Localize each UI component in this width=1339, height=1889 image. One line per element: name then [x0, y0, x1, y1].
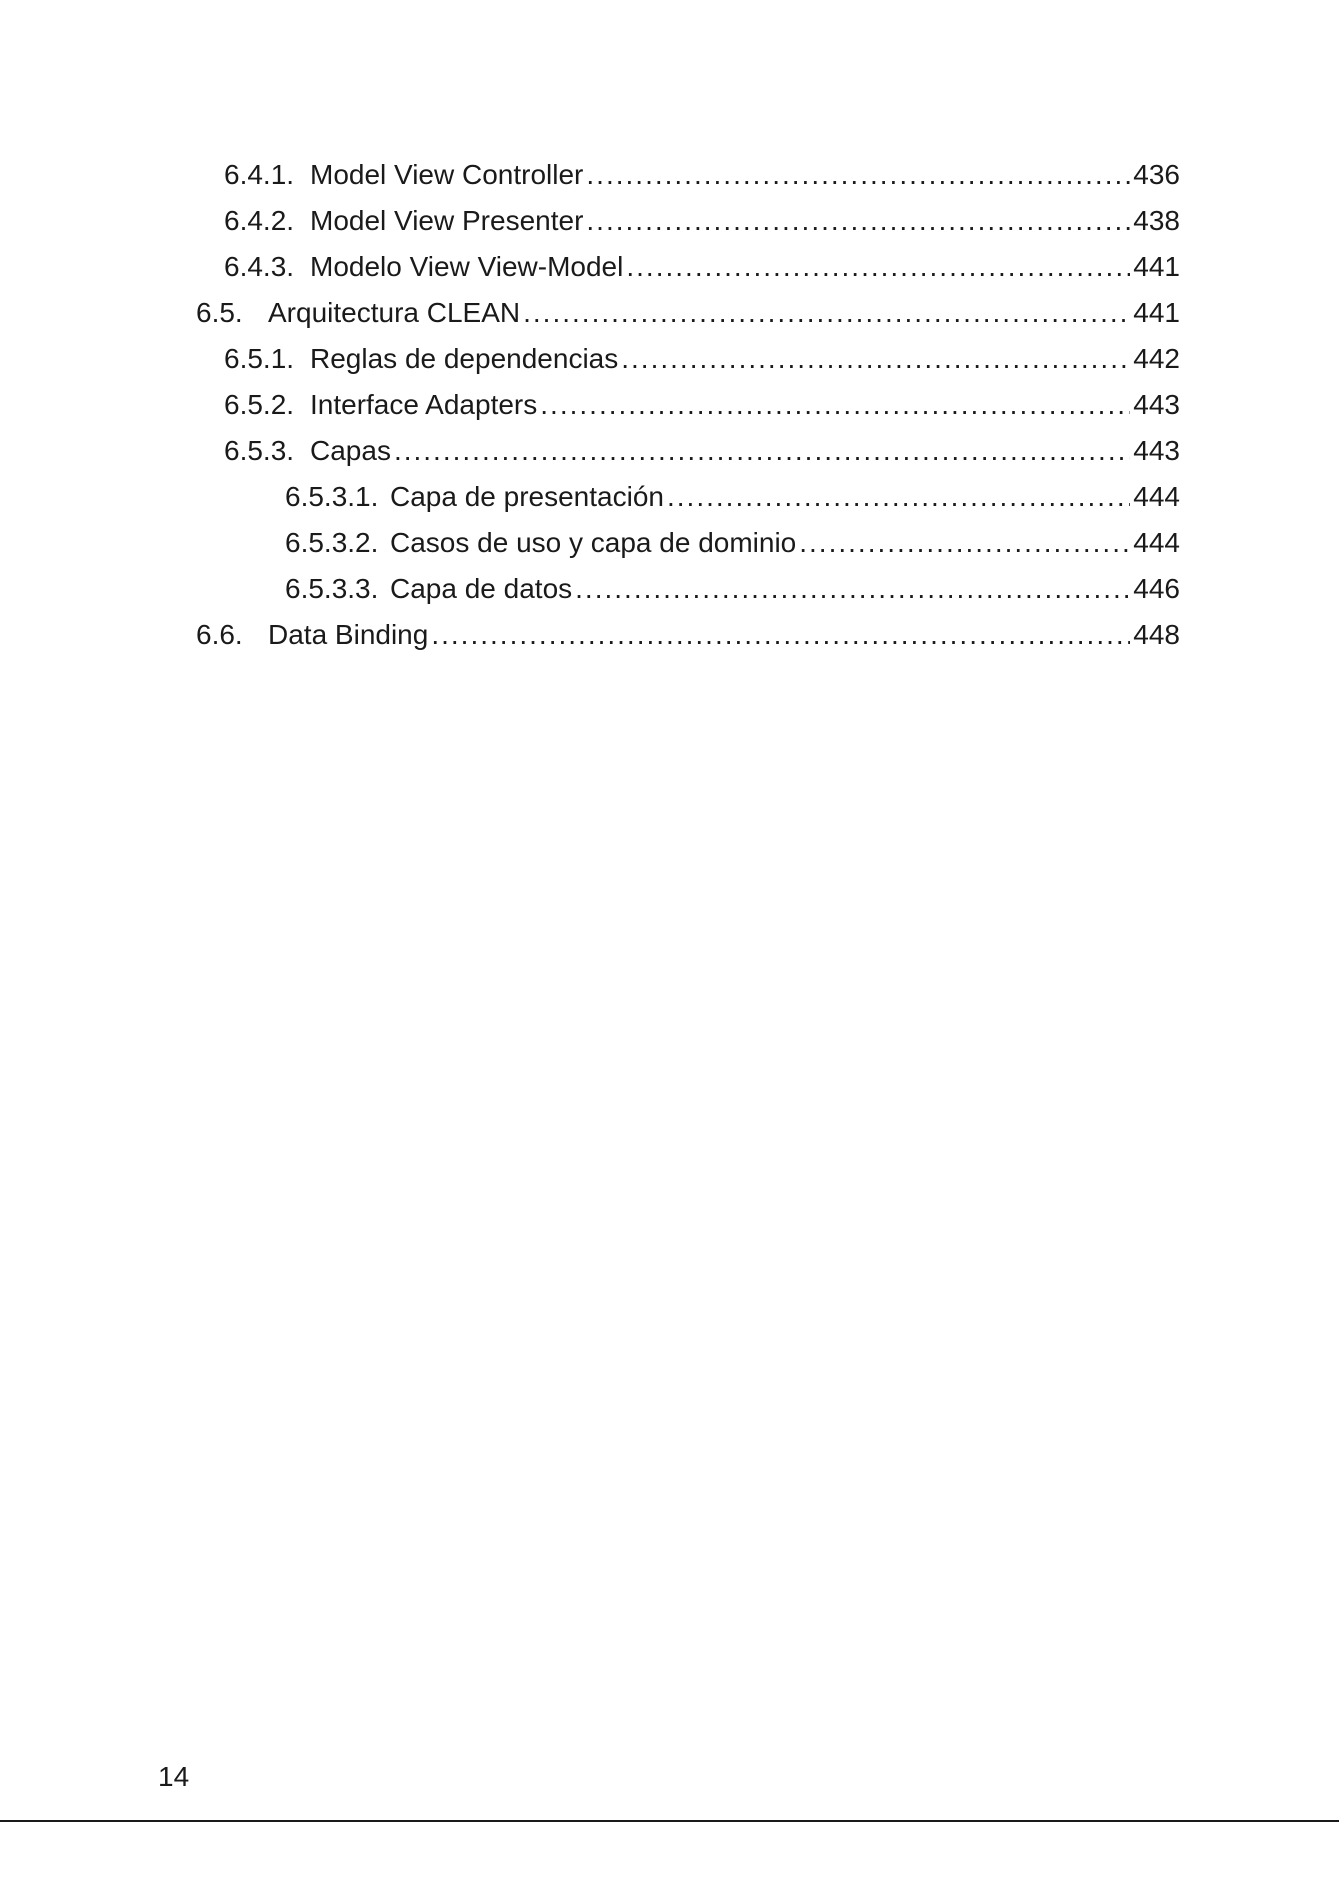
toc-dot-leader	[626, 247, 1130, 287]
toc-dot-leader	[523, 293, 1130, 333]
toc-entry-title: Arquitectura CLEAN	[268, 297, 521, 328]
toc-entry-number: 6.5.3.1.	[285, 481, 379, 512]
toc-entry-number: 6.5.	[196, 297, 243, 328]
toc-dot-leader	[575, 569, 1130, 609]
toc-entry-page: 443	[1133, 389, 1180, 420]
toc-entry-page: 441	[1133, 297, 1180, 328]
toc-dot-leader	[540, 385, 1130, 425]
toc-entry[interactable]	[224, 201, 1180, 241]
toc-entry[interactable]	[224, 431, 1180, 471]
toc-entry[interactable]	[224, 339, 1180, 379]
toc-entry-title: Model View Presenter	[310, 205, 584, 236]
toc-entry-page: 448	[1133, 619, 1180, 650]
toc-entry-number: 6.4.2.	[224, 205, 295, 236]
toc-entry-number: 6.5.2.	[224, 389, 295, 420]
toc-dot-leader	[586, 155, 1130, 195]
toc-entry-number: 6.4.3.	[224, 251, 295, 282]
toc-entry-number: 6.4.1.	[224, 159, 295, 190]
toc-entry[interactable]	[224, 155, 1180, 195]
toc-dot-leader	[394, 431, 1130, 471]
toc-entry-title: Reglas de dependencias	[310, 343, 619, 374]
toc-entry-number: 6.6.	[196, 619, 243, 650]
toc-entry-title: Modelo View View-Model	[310, 251, 624, 282]
toc-entry-page: 443	[1133, 435, 1180, 466]
toc-entry[interactable]	[196, 615, 1180, 655]
toc-entry[interactable]	[285, 523, 1180, 563]
toc-dot-leader	[586, 201, 1130, 241]
toc-entry-page: 446	[1133, 573, 1180, 604]
toc-entry-title: Capa de datos	[390, 573, 573, 604]
toc-entry-page: 444	[1133, 481, 1180, 512]
toc-dot-leader	[667, 477, 1130, 517]
page-number: 14	[158, 1761, 190, 1792]
toc-entry-title: Casos de uso y capa de dominio	[390, 527, 797, 558]
toc-entry-page: 442	[1133, 343, 1180, 374]
toc-entry-title: Data Binding	[268, 619, 429, 650]
toc-dot-leader	[799, 523, 1130, 563]
toc-entry-page: 438	[1133, 205, 1180, 236]
toc-entry-page: 444	[1133, 527, 1180, 558]
footer-divider	[0, 1820, 1339, 1822]
toc-dot-leader	[431, 615, 1130, 655]
toc-entry[interactable]	[196, 293, 1180, 333]
toc-entry-number: 6.5.3.2.	[285, 527, 379, 558]
toc-entry-title: Capas	[310, 435, 391, 466]
toc-entry[interactable]	[224, 247, 1180, 287]
toc-entry-number: 6.5.3.	[224, 435, 295, 466]
toc-entry-number: 6.5.3.3.	[285, 573, 379, 604]
toc-entry[interactable]	[224, 385, 1180, 425]
toc-entry-page: 436	[1133, 159, 1180, 190]
toc-dot-leader	[621, 339, 1130, 379]
toc-entry-title: Interface Adapters	[310, 389, 538, 420]
toc-entry[interactable]	[285, 569, 1180, 609]
toc-entry-title: Model View Controller	[310, 159, 584, 190]
toc-entry-number: 6.5.1.	[224, 343, 295, 374]
toc-entry-page: 441	[1133, 251, 1180, 282]
toc-entry[interactable]	[285, 477, 1180, 517]
toc-entry-title: Capa de presentación	[390, 481, 664, 512]
